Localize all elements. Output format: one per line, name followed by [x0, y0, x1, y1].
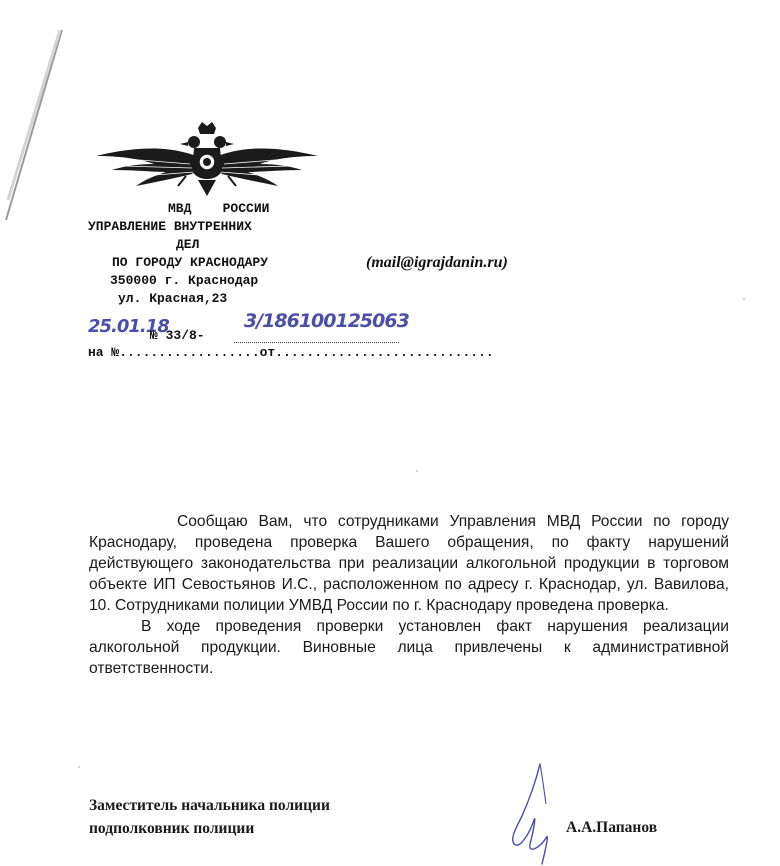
scan-speck [78, 766, 80, 768]
sender-header [88, 200, 318, 308]
postal-address: 350000 г. Краснодар [110, 273, 259, 288]
letter-body [89, 511, 729, 679]
body-paragraph-2: В ходе проведения проверки установлен факт нарушения реализации алкогольной продукции. Виновные лица привлечены к административной ответственности. [89, 618, 729, 677]
signatory-title [89, 794, 330, 840]
scan-speck [743, 298, 745, 300]
handwritten-signature [500, 760, 570, 866]
registration-underline [234, 342, 399, 343]
street-address: ул. Красная,23 [118, 291, 228, 306]
registration-number-label: № 33/8- [150, 328, 205, 343]
department-name-line2: ДЕЛ [176, 237, 200, 252]
ministry-name: МВД РОССИИ [168, 201, 270, 216]
body-paragraph-1: Сообщаю Вам, что сотрудниками Управления МВД России по городу Краснодару, проведена проверка Вашего обращения, по факту нарушений действующего законодательства при реализации алкогольной продукции в торговом объекте ИП Севостьянов И.С., расположенном по адресу г. Краснодар, ул. Вавилова, 10. Сотрудниками полиции УМВД России по г. Краснодару проведена проверка. [89, 513, 729, 614]
registration-line [88, 310, 409, 346]
mvd-eagle-emblem-icon [94, 120, 320, 200]
signatory-name: А.А.Папанов [566, 819, 658, 836]
department-name-line1: УПРАВЛЕНИЕ ВНУТРЕННИХ [88, 219, 252, 234]
department-city: ПО ГОРОДУ КРАСНОДАРУ [112, 255, 269, 270]
handwritten-date: 25.01.18 [88, 316, 169, 337]
signatory-title-line2: подполковник полиции [89, 820, 255, 837]
signatory-title-line1: Заместитель начальника полиции [89, 797, 330, 814]
scan-speck [416, 470, 418, 472]
reference-line: на №..................от............................ [88, 345, 494, 360]
scan-artifact-line [0, 0, 80, 230]
handwritten-registration-number: 3/186100125063 [244, 310, 409, 332]
recipient-email: (mail@igrajdanin.ru) [366, 254, 508, 271]
